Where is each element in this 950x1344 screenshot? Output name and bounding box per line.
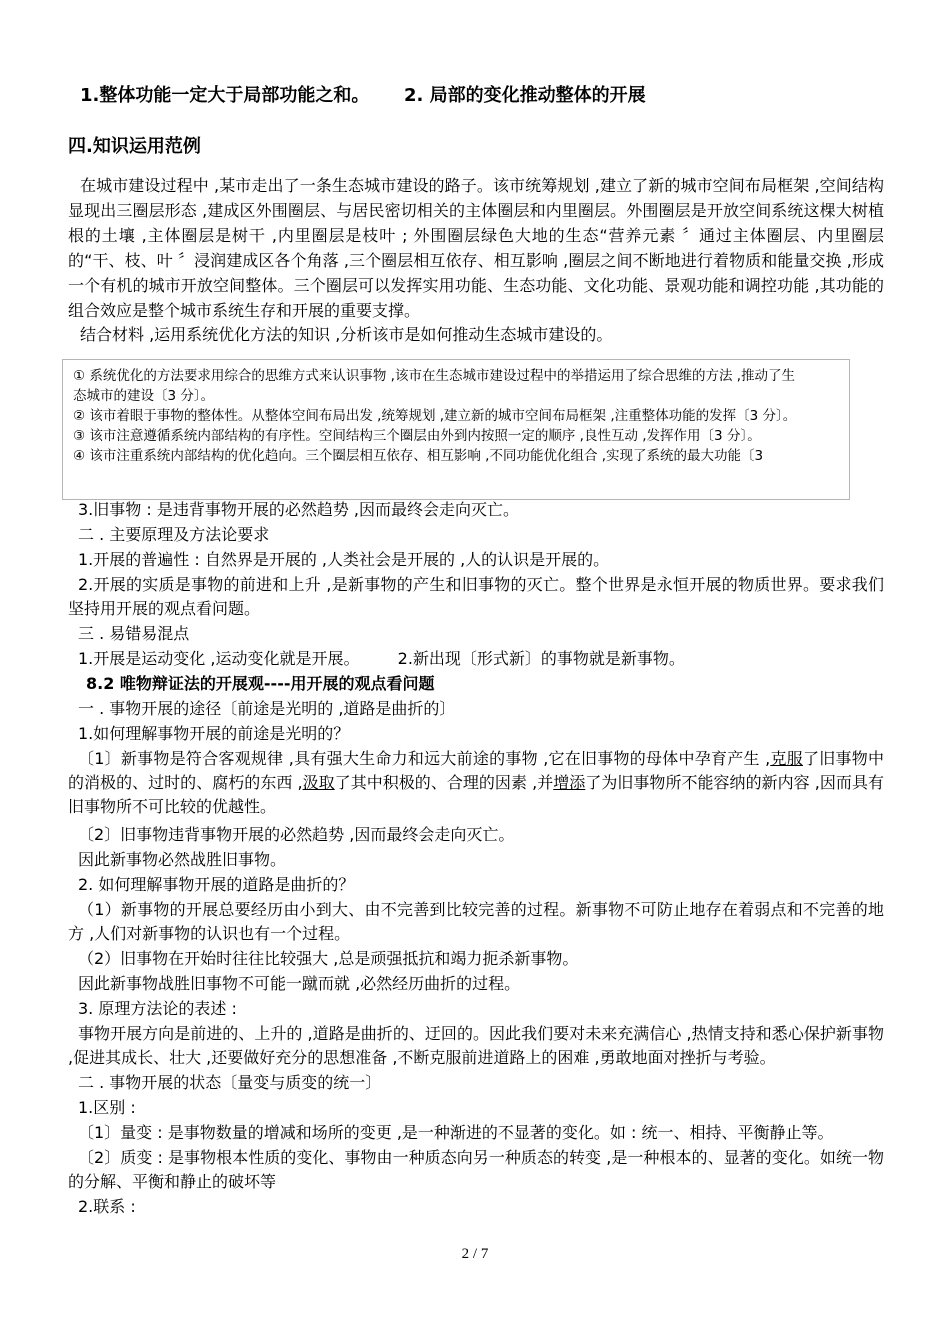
state-section-title: 二 . 事物开展的状态〔量变与质变的统一〕 xyxy=(78,1073,382,1092)
summary-item-1: 1.整体功能一定大于局部功能之和。 xyxy=(80,85,370,106)
keyword-zengtian: 增添 xyxy=(553,773,586,792)
q1a-text-1: 〔1〕新事物是符合客观规律 ,具有强大生命力和远大前途的事物 ,它在旧事物的母体中孕育产生 , xyxy=(78,749,771,768)
mistake-2: 2.新出现〔形式新〕的事物就是新事物。 xyxy=(397,649,685,668)
question-2-answer-b: （2）旧事物在开始时往往比较强大 ,总是顽强抵抗和竭力扼杀新事物。 xyxy=(78,949,579,968)
question-1-answer-b: 〔2〕旧事物违背事物开展的必然趋势 ,因而最终会走向灭亡。 xyxy=(78,825,515,844)
q1a-text-2: 了旧事物中的消极的、过时的、腐朽的东西 , xyxy=(68,749,884,792)
keyword-xiqu: 汲取 xyxy=(302,773,335,792)
question-2-conclusion: 因此新事物战胜旧事物不可能一蹴而就 ,必然经历曲折的过程。 xyxy=(78,974,521,993)
question-2: 2. 如何理解事物开展的道路是曲折的？ xyxy=(78,875,355,894)
example-question: 结合材料 ,运用系统优化方法的知识 ,分析该市是如何推动生态城市建设的。 xyxy=(80,325,613,344)
mistake-1: 1.开展是运动变化 ,运动变化就是开展。 xyxy=(78,649,360,668)
page-number: 2 / 7 xyxy=(461,1246,489,1262)
question-1-answer-a xyxy=(68,747,884,819)
question-3-answer: 事物开展方向是前进的、上升的 ,道路是曲折的、迂回的。因此我们要对未来充满信心 ,热情支持和悉心保护新事物 ,促进其成长、壮大 ,还要做好充分的思想准备 ,不断克服前进道路上的困难 ,勇敢地面对挫折与考验。 xyxy=(68,1024,884,1067)
question-3: 3. 原理方法论的表述 : xyxy=(78,999,237,1018)
answer-box xyxy=(62,359,850,500)
question-1-conclusion: 因此新事物必然战胜旧事物。 xyxy=(78,850,287,869)
answer-line-3: ② 该市着眼于事物的整体性。从整体空间布局出发 ,统筹规划 ,建立新的城市空间布局框架 ,注重整体功能的发挥〔3 分〕。 xyxy=(73,408,797,424)
path-section-title: 一 . 事物开展的途径〔前途是光明的 ,道路是曲折的〕 xyxy=(78,699,456,718)
mistake-line xyxy=(78,647,894,671)
question-2-answer-a: （1）新事物的开展总要经历由小到大、由不完善到比较完善的过程。新事物不可防止地存在着弱点和不完善的地方 ,人们对新事物的认识也有一个过程。 xyxy=(68,900,884,943)
top-line xyxy=(80,84,896,108)
old-things-line: 3.旧事物 : 是违背事物开展的必然趋势 ,因而最终会走向灭亡。 xyxy=(78,500,520,519)
example-paragraph: 在城市建设过程中 ,某市走出了一条生态城市建设的路子。该市统筹规划 ,建立了新的城市空间布局框架 ,空间结构显现出三圈层形态 ,建成区外围圈层、与居民密切相关的主体圈层和内里圈层。外围圈层是开放空间系统这棵大树植根的土壤 ,主体圈层是树干 ,内里圈层是枝叶 ; 外围圈层绿色大地的生态“营养元素 〞通过主体圈层、内里圈层的“干、枝、叶 〞浸润建成区各个角落 ,三个圈层相互依存、相互影响 ,圈层之间不断地进行着物质和能量交换 ,形成一个有机的城市开放空间整体。三个圈层可以发挥实用功能、生态功能、文化功能、景观功能和调控功能 ,其功能的组合效应是整个城市系统生存和开展的重要支撑。 xyxy=(68,176,884,320)
answer-line-1: ① 系统优化的方法要求用综合的思维方式来认识事物 ,该市在生态城市建设过程中的举措运用了综合思维的方法 ,推动了生 xyxy=(73,368,796,384)
principle-1: 1.开展的普遍性 : 自然界是开展的 ,人类社会是开展的 ,人的认识是开展的。 xyxy=(78,550,610,569)
keyword-kefu: 克服 xyxy=(770,749,803,768)
section2-title: 二 . 主要原理及方法论要求 xyxy=(78,525,270,544)
section4-title: 四.知识运用范例 xyxy=(68,136,201,157)
answer-line-5: ④ 该市注重系统内部结构的优化趋向。三个圈层相互依存、相互影响 ,不同功能优化组合 ,实现了系统的最大功能〔3 xyxy=(73,448,764,464)
quantitative-change: 〔1〕量变 : 是事物数量的增减和场所的变更 ,是一种渐进的不显著的变化。如 : 统一、相持、平衡静止等。 xyxy=(78,1123,834,1142)
summary-item-2: 2. 局部的变化推动整体的开展 xyxy=(403,85,646,106)
q1a-text-4: 了为旧事物所不能容纳的新内容 ,因而具有旧事物所不可比较的优越性。 xyxy=(68,773,884,816)
section3-title: 三 . 易错易混点 xyxy=(78,624,190,643)
answer-line-4: ③ 该市注意遵循系统内部结构的有序性。空间结构三个圈层由外到内按照一定的顺序 ,良性互动 ,发挥作用〔3 分〕。 xyxy=(73,428,761,444)
q1a-text-3: 了其中积极的、合理的因素 ,并 xyxy=(334,773,554,792)
section-8-2-title: 8.2 唯物辩证法的开展观----用开展的观点看问题 xyxy=(86,674,435,693)
difference-heading: 1.区别 : xyxy=(78,1098,136,1117)
question-1: 1.如何理解事物开展的前途是光明的？ xyxy=(78,724,350,743)
answer-line-2: 态城市的建设〔3 分〕。 xyxy=(73,388,215,404)
connection-heading: 2.联系 : xyxy=(78,1197,136,1216)
qualitative-change: 〔2〕质变 : 是事物根本性质的变化、事物由一种质态向另一种质态的转变 ,是一种根本的、显著的变化。如统一物的分解、平衡和静止的破坏等 xyxy=(68,1148,884,1191)
principle-2: 2.开展的实质是事物的前进和上升 ,是新事物的产生和旧事物的灭亡。整个世界是永恒开展的物质世界。要求我们坚持用开展的观点看问题。 xyxy=(68,575,884,618)
